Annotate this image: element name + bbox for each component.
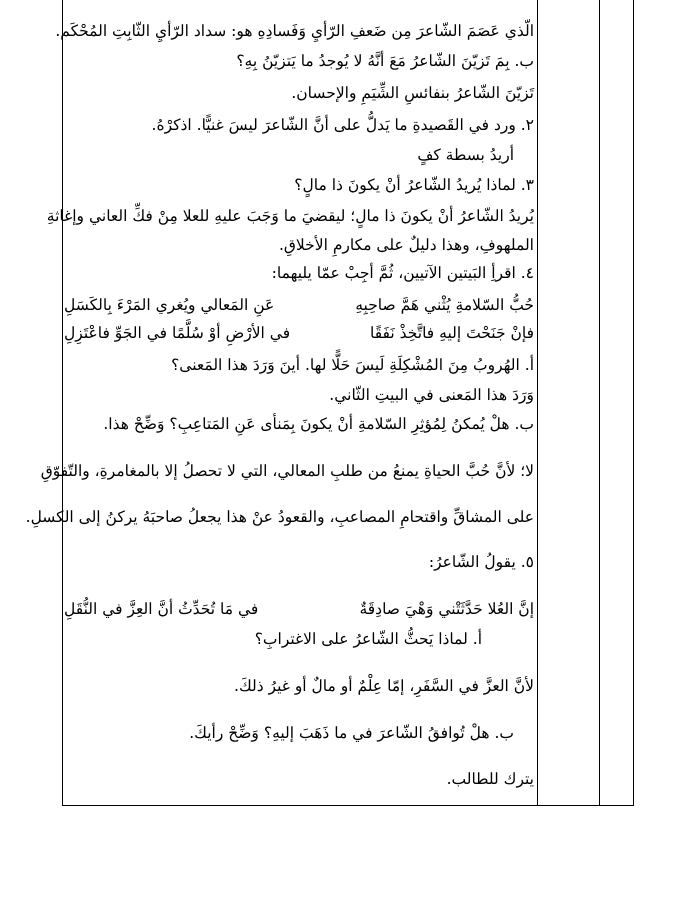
text-line: ب. بِمَ تَزيّنَ الشّاعرُ مَعَ أنَّهُ لا يُوجدُ ما يَتزيّنُ بِهِ؟ xyxy=(236,52,534,70)
answer-2: أريدُ بسطة كفٍ xyxy=(417,146,514,164)
text-line: على المشاقِّ واقتحامِ المصاعبِ، والقعودُ عنْ هذا يجعلُ صاحبَهُ يركنُ إلى الكسلِ. xyxy=(25,508,534,526)
question-2: ٢. ورد في القَصيدةِ ما يَدلُّ على أنَّ الشّاعرَ ليسَ غنيًّا. اذكرْهُ. xyxy=(151,116,534,134)
question-5: ٥. يقولُ الشّاعرُ: xyxy=(428,553,534,571)
text-line: تَزيّنَ الشّاعرُ بنفائسِ الشِّيَمِ والإحسان. xyxy=(291,84,534,102)
text-line: يترك للطالب. xyxy=(446,770,534,788)
text-line: لا؛ لأنَّ حُبَّ الحياةِ يمنعُ من طلبِ المعالي، التي لا تحصلُ إلا بالمغامرةِ، والتّفوّقِ xyxy=(40,462,534,480)
verse-3-first-hemistich: إنَّ العُلا حَدَّثَتْني وَهْيَ صادِقَةٌ xyxy=(359,600,534,618)
verse-3-second-hemistich: في مَا تُحَدِّثُ أنَّ العِزَّ في النُّقَلِ xyxy=(64,600,259,618)
text-line: يُريدُ الشّاعرُ أنْ يكونَ ذا مالٍ؛ ليقضيَ ما وَجَبَ عليهِ للعلا مِنْ فكِّ العاني وإغاثةِ xyxy=(46,207,534,225)
verse-2-second-hemistich: في الأرْضِ أوْ سُلَّمًا في الجَوِّ فاعْتَزِلِ xyxy=(64,324,291,342)
verse-1-first-hemistich: حُبُّ السّلامةِ يُثْني هَمَّ صاحِبِهِ xyxy=(355,296,534,314)
verse-2-first-hemistich: فإنْ جَنَحْتَ إليهِ فاتَّخِذْ نَفَقًا xyxy=(369,324,534,342)
text-line: وَرَدَ هذا المَعنى في البيتِ الثّاني. xyxy=(329,386,534,404)
question-4: ٤. اقرأِ البَيتين الآتيين، ثُمَّ أجِبْ عمّا يليهما: xyxy=(271,264,534,282)
column-divider-1 xyxy=(537,0,538,805)
text-line: الملهوفِ، وهذا دليلٌ على مكارمِ الأخلاقِ. xyxy=(278,236,534,254)
question-3: ٣. لماذا يُريدُ الشّاعرُ أنْ يكونَ ذا مالٍ؟ xyxy=(294,176,534,194)
text-line: لأنَّ العزَّ في السَّفَرِ، إمّا عِلْمٌ أو مالٌ أو غيرُ ذلكَ. xyxy=(234,677,534,695)
question-4b: ب. هلْ يُمكنُ لِمُؤثِرِ السّلامةِ أنْ يكونَ بِمَنأى عَنِ المَتاعِبِ؟ وَضِّحْ هذا. xyxy=(103,415,534,433)
column-divider-2 xyxy=(599,0,600,805)
text-line: الّذي عَصَمَ الشّاعرَ مِن ضَعفِ الرّأيِ وَفَسادِهِ هو: سداد الرّأيِ الثّابِتِ المُحْكَم. xyxy=(55,22,534,40)
question-4a: أ. الهُروبُ مِنَ المُشْكِلَةِ لَيسَ حَلًّا لها. أينَ وَرَدَ هذا المَعنى؟ xyxy=(171,356,534,374)
verse-1-second-hemistich: عَنِ المَعالي ويُغري المَرْءَ بِالكَسَلِ xyxy=(64,296,275,314)
question-5a: أ. لماذا يَحثُّ الشّاعرُ على الاغترابِ؟ xyxy=(254,630,482,648)
question-5b: ب. هلْ تُوافقُ الشّاعرَ في ما ذَهَبَ إليهِ؟ وَضِّحْ رأيكَ. xyxy=(189,724,514,742)
